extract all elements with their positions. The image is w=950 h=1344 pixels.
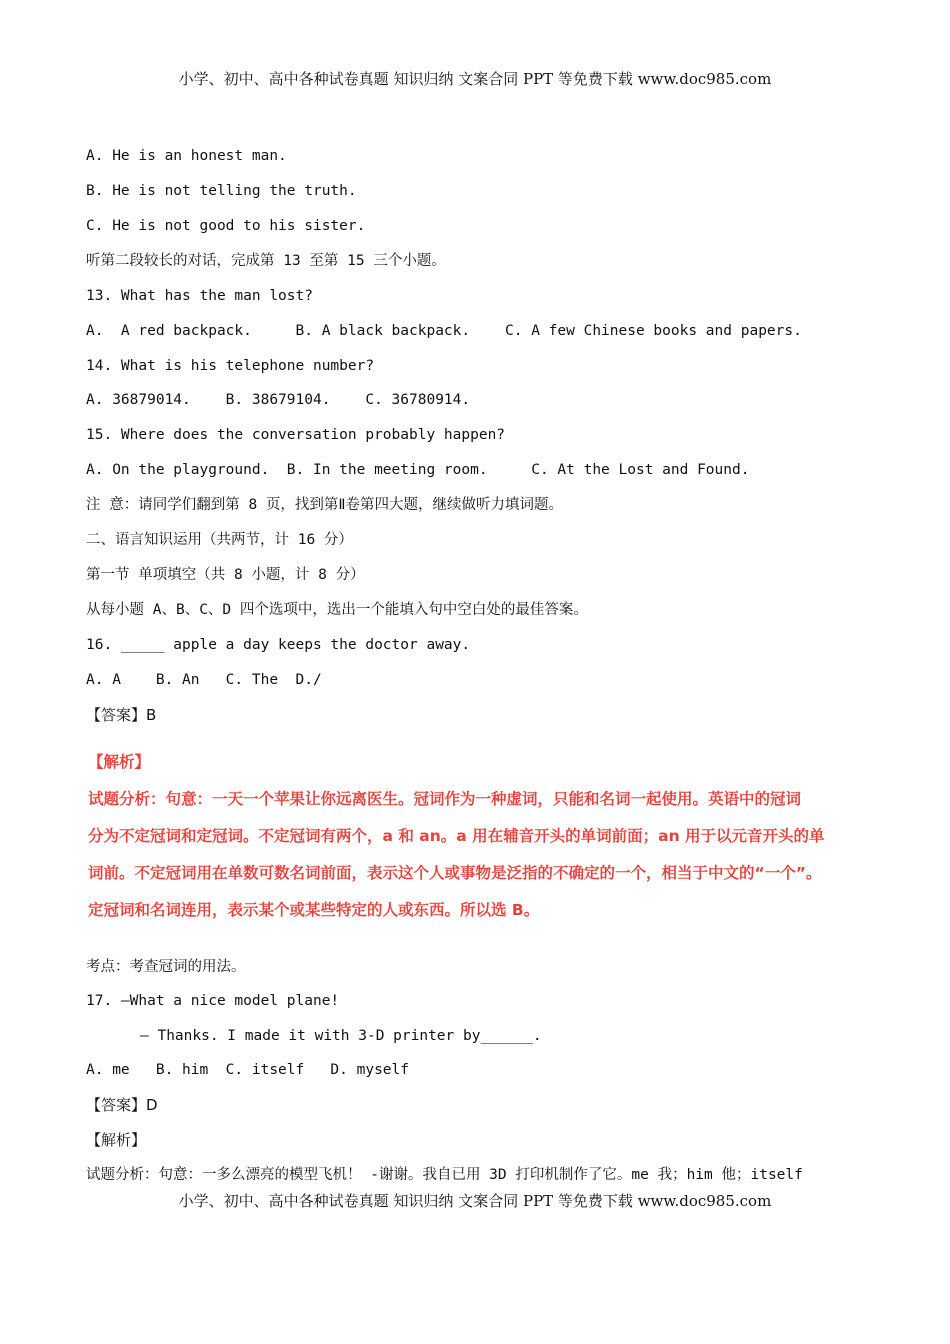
answer-17: 【答案】D — [86, 1096, 158, 1114]
question-13-options: A. A red backpack. B. A black backpack. C. A few Chinese books and papers. — [86, 323, 802, 339]
question-14: 14. What is his telephone number? — [86, 358, 375, 374]
question-17: 17. —What a nice model plane! — [86, 993, 340, 1009]
answer-16: 【答案】B — [86, 706, 157, 724]
question-16-options: A. A B. An C. The D./ — [86, 672, 322, 688]
part-1-instruction: 从每小题 A、B、C、D 四个选项中，选出一个能填入句中空白处的最佳答案。 — [86, 602, 588, 618]
question-14-options: A. 36879014. B. 38679104. C. 36780914. — [86, 392, 471, 408]
part-1-title: 第一节 单项填空（共 8 小题，计 8 分） — [86, 567, 365, 583]
analysis-16-line: 试题分析：句意：一天一个苹果让你远离医生。冠词作为一种虚词，只能和名词一起使用。英语中的冠词 — [88, 790, 802, 808]
question-17-reply: — Thanks. I made it with 3-D printer by______. — [140, 1028, 542, 1044]
kaodian-16: 考点：考查冠词的用法。 — [86, 959, 246, 975]
analysis-16-line: 分为不定冠词和定冠词。不定冠词有两个，a 和 an。a 用在辅音开头的单词前面；an 用于以元音开头的单 — [88, 827, 825, 845]
listening-instruction: 听第二段较长的对话，完成第 13 至第 15 三个小题。 — [86, 253, 446, 269]
page-header: 小学、初中、高中各种试卷真题 知识归纳 文案合同 PPT 等免费下载 www.doc985.com — [178, 70, 772, 88]
question-17-options: A. me B. him C. itself D. myself — [86, 1062, 410, 1078]
page-footer: 小学、初中、高中各种试卷真题 知识归纳 文案合同 PPT 等免费下载 www.doc985.com — [178, 1192, 772, 1210]
question-13: 13. What has the man lost? — [86, 288, 313, 304]
analysis-16-line: 词前。不定冠词用在单数可数名词前面，表示这个人或事物是泛指的不确定的一个，相当于中文的“一个”。 — [88, 864, 822, 882]
analysis-16-block — [88, 744, 858, 929]
question-15: 15. Where does the conversation probably happen? — [86, 427, 506, 443]
question-16: 16. _____ apple a day keeps the doctor away. — [86, 637, 471, 653]
note: 注 意：请同学们翻到第 8 页，找到第Ⅱ卷第四大题，继续做听力填词题。 — [86, 497, 564, 513]
analysis-16-title: 【解析】 — [88, 753, 151, 771]
analysis-17-text: 试题分析：句意：一多么漂亮的模型飞机！ -谢谢。我自已用 3D 打印机制作了它。me 我；him 他；itself — [86, 1167, 803, 1183]
question-15-options: A. On the playground. B. In the meeting room. C. At the Lost and Found. — [86, 462, 750, 478]
section-2-title: 二、语言知识运用（共两节，计 16 分） — [86, 532, 353, 548]
analysis-17-title: 【解析】 — [86, 1131, 147, 1149]
option-c-sister: C. He is not good to his sister. — [86, 218, 366, 234]
option-b-truth: B. He is not telling the truth. — [86, 183, 357, 199]
option-a-honest: A. He is an honest man. — [86, 148, 287, 164]
analysis-16-line: 定冠词和名词连用，表示某个或某些特定的人或东西。所以选 B。 — [88, 901, 540, 919]
